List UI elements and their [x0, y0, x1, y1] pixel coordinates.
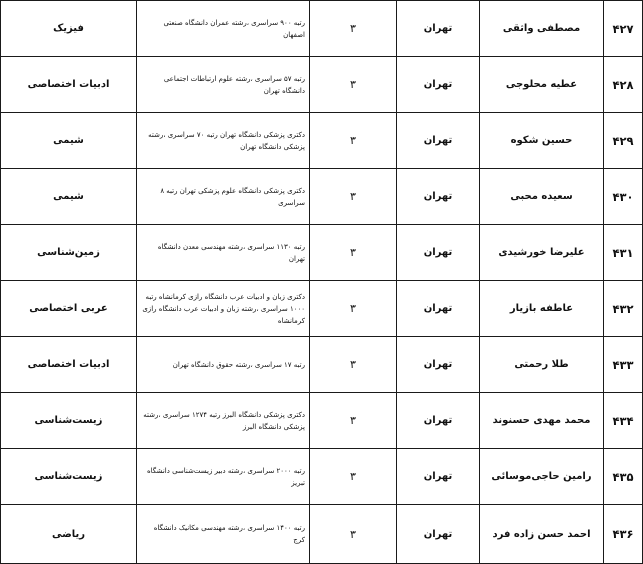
subject-field-cell: زمین‌شناسی [1, 225, 137, 281]
rank-description-cell: دکتری پزشکی دانشگاه علوم پزشکی تهران رتبه ۸ سراسری [137, 169, 310, 225]
table-row [1, 169, 643, 225]
grade-cell: ۳ [310, 393, 397, 449]
grade-cell: ۳ [310, 113, 397, 169]
rank-description-cell: رتبه ۲۰۰۰ سراسری ،رشته دبیر زیست‌شناسی دانشگاه تبریز [137, 449, 310, 505]
city-cell: تهران [397, 505, 480, 564]
city-cell: تهران [397, 225, 480, 281]
rank-description-cell: رتبه ۱۷ سراسری ،رشته حقوق دانشگاه تهران [137, 337, 310, 393]
city-cell: تهران [397, 449, 480, 505]
table-row [1, 393, 643, 449]
subject-field-cell: زیست‌شناسی [1, 449, 137, 505]
city-cell: تهران [397, 1, 480, 57]
grade-cell: ۳ [310, 57, 397, 113]
person-name-cell: عاطفه بازیار [480, 281, 604, 337]
row-number-cell: ۴۳۰ [604, 169, 643, 225]
person-name-cell: طلا رحمتی [480, 337, 604, 393]
grade-cell: ۳ [310, 225, 397, 281]
grade-cell: ۳ [310, 281, 397, 337]
city-cell: تهران [397, 57, 480, 113]
table-row [1, 337, 643, 393]
table-row [1, 113, 643, 169]
row-number-cell: ۴۳۵ [604, 449, 643, 505]
subject-field-cell: شیمی [1, 113, 137, 169]
row-number-cell: ۴۳۳ [604, 337, 643, 393]
person-name-cell: سعیده محبی [480, 169, 604, 225]
person-name-cell: محمد مهدی حسنوند [480, 393, 604, 449]
row-number-cell: ۴۳۲ [604, 281, 643, 337]
row-number-cell: ۴۳۴ [604, 393, 643, 449]
city-cell: تهران [397, 169, 480, 225]
grade-cell: ۳ [310, 1, 397, 57]
table-row [1, 449, 643, 505]
table-body [1, 1, 643, 564]
grade-cell: ۳ [310, 449, 397, 505]
subject-field-cell: ریاضی [1, 505, 137, 564]
table-row [1, 57, 643, 113]
row-number-cell: ۴۳۶ [604, 505, 643, 564]
table-row [1, 505, 643, 564]
row-number-cell: ۴۲۷ [604, 1, 643, 57]
table-row [1, 225, 643, 281]
rank-description-cell: دکتری زبان و ادبیات عرب دانشگاه رازی کرمانشاه رتبه ۱۰۰۰ سراسری ،رشته زبان و ادبیات عرب دانشگاه رازی کرمانشاه [137, 281, 310, 337]
table-row [1, 1, 643, 57]
person-name-cell: مصطفی واثقی [480, 1, 604, 57]
row-number-cell: ۴۲۹ [604, 113, 643, 169]
subject-field-cell: شیمی [1, 169, 137, 225]
table-row [1, 281, 643, 337]
person-name-cell: احمد حسن زاده فرد [480, 505, 604, 564]
person-name-cell: رامین حاجی‌موسائی [480, 449, 604, 505]
grade-cell: ۳ [310, 169, 397, 225]
row-number-cell: ۴۲۸ [604, 57, 643, 113]
city-cell: تهران [397, 281, 480, 337]
city-cell: تهران [397, 113, 480, 169]
row-number-cell: ۴۳۱ [604, 225, 643, 281]
person-name-cell: عطیه محلوجی [480, 57, 604, 113]
rank-description-cell: رتبه ۵۷ سراسری ،رشته علوم ارتباطات اجتماعی دانشگاه تهران [137, 57, 310, 113]
city-cell: تهران [397, 393, 480, 449]
grade-cell: ۳ [310, 505, 397, 564]
grade-cell: ۳ [310, 337, 397, 393]
rank-description-cell: رتبه ۱۴۰۰ سراسری ،رشته مهندسی مکانیک دانشگاه کرج [137, 505, 310, 564]
subject-field-cell: زیست‌شناسی [1, 393, 137, 449]
subject-field-cell: عربی اختصاصی [1, 281, 137, 337]
city-cell: تهران [397, 337, 480, 393]
rank-description-cell: دکتری پزشکی دانشگاه البرز رتبه ۱۲۷۴ سراسری ،رشته پزشکی دانشگاه البرز [137, 393, 310, 449]
rank-description-cell: رتبه ۹۰۰ سراسری ،رشته عمران دانشگاه صنعتی اصفهان [137, 1, 310, 57]
subject-field-cell: فیزیک [1, 1, 137, 57]
person-name-cell: علیرضا خورشیدی [480, 225, 604, 281]
rank-description-cell: دکتری پزشکی دانشگاه تهران رتبه ۷۰ سراسری ،رشته پزشکی دانشگاه تهران [137, 113, 310, 169]
person-name-cell: حسین شکوه [480, 113, 604, 169]
rank-description-cell: رتبه ۱۱۳۰ سراسری ،رشته مهندسی معدن دانشگاه تهران [137, 225, 310, 281]
subject-field-cell: ادبیات اختصاصی [1, 57, 137, 113]
subject-field-cell: ادبیات اختصاصی [1, 337, 137, 393]
